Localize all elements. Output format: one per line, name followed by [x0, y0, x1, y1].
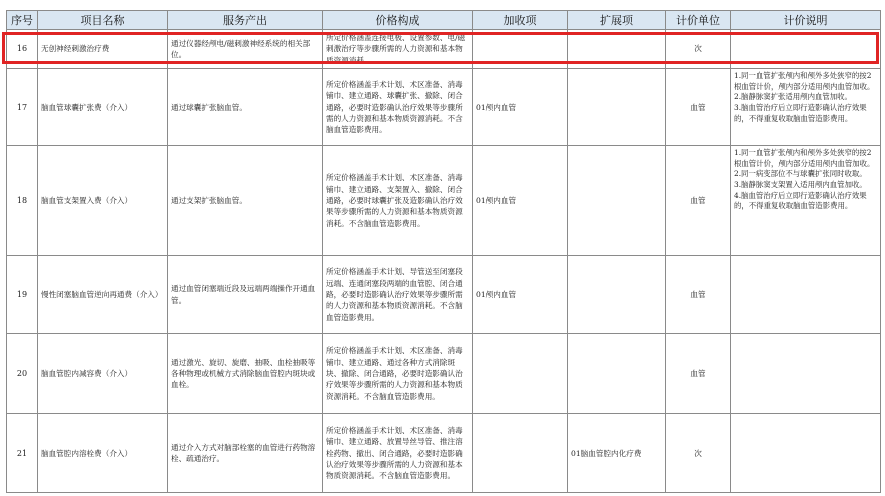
header-unit: 计价单位 — [666, 11, 731, 30]
cell-surcharge: 01颅内血管 — [473, 146, 568, 256]
cell-price: 所定价格涵盖手术计划、导管送至闭塞段远端、连通闭塞段两端的血管腔、闭合通路，必要时造影确认治疗效果等步骤所需的人力资源和基本物质资源消耗。不含脑血管造影费用。 — [323, 256, 473, 334]
table-row — [7, 256, 881, 334]
cell-price: 所定价格涵盖连接电极、设置参数、电/磁刺激治疗等步骤所需的人力资源和基本物质资源消耗。 — [323, 30, 473, 69]
cell-name: 无创神经刺激治疗费 — [38, 30, 168, 69]
header-row — [7, 11, 881, 30]
table-row — [7, 69, 881, 146]
cell-extension — [568, 256, 666, 334]
cell-surcharge — [473, 30, 568, 69]
header-output: 服务产出 — [168, 11, 323, 30]
header-name: 项目名称 — [38, 11, 168, 30]
cell-unit: 次 — [666, 414, 731, 493]
header-no: 序号 — [7, 11, 38, 30]
cell-price: 所定价格涵盖手术计划、术区准备、消毒铺巾、建立通路、放置导丝导管、推注溶栓药物、撤出、闭合通路，必要时造影确认治疗效果等步骤所需的人力资源和基本物质资源消耗。不含脑血管造影费用。 — [323, 414, 473, 493]
price-table — [6, 10, 881, 493]
cell-no: 18 — [7, 146, 38, 256]
cell-unit: 血管 — [666, 256, 731, 334]
cell-no: 16 — [7, 30, 38, 69]
cell-surcharge — [473, 334, 568, 414]
cell-surcharge: 01颅内血管 — [473, 256, 568, 334]
cell-extension: 01脑血管腔内化疗费 — [568, 414, 666, 493]
cell-name: 脑血管球囊扩张费（介入） — [38, 69, 168, 146]
cell-note — [731, 414, 881, 493]
cell-surcharge — [473, 414, 568, 493]
cell-note — [731, 30, 881, 69]
cell-name: 脑血管支架置入费（介入） — [38, 146, 168, 256]
cell-output: 通过血管闭塞端近段及远端两端操作开通血管。 — [168, 256, 323, 334]
table-row — [7, 30, 881, 69]
cell-unit: 血管 — [666, 146, 731, 256]
table-row — [7, 414, 881, 493]
cell-extension — [568, 69, 666, 146]
cell-output: 通过激光、旋切、旋磨、抽吸、血栓抽吸等各种物理或机械方式消除脑血管腔内斑块或血栓。 — [168, 334, 323, 414]
table-row — [7, 334, 881, 414]
header-price: 价格构成 — [323, 11, 473, 30]
cell-surcharge: 01颅内血管 — [473, 69, 568, 146]
cell-output: 通过球囊扩张脑血管。 — [168, 69, 323, 146]
header-note: 计价说明 — [731, 11, 881, 30]
cell-output: 通过仪器经颅电/磁刺激神经系统的相关部位。 — [168, 30, 323, 69]
cell-note: 1.同一血管扩张颅内和颅外多处狭窄的按2根血管计价，颅内部分适用颅内血管加收。 2.脑静脉窦扩张适用颅内血管加收。 3.脑血管治疗后立即行造影确认治疗效果的，不得重复收取脑血管造影费用。 — [731, 69, 881, 146]
cell-unit: 次 — [666, 30, 731, 69]
table-row — [7, 146, 881, 256]
cell-extension — [568, 30, 666, 69]
cell-no: 20 — [7, 334, 38, 414]
cell-no: 19 — [7, 256, 38, 334]
cell-unit: 血管 — [666, 69, 731, 146]
cell-note — [731, 334, 881, 414]
cell-unit: 血管 — [666, 334, 731, 414]
cell-extension — [568, 334, 666, 414]
cell-output: 通过支架扩张脑血管。 — [168, 146, 323, 256]
cell-price: 所定价格涵盖手术计划、术区准备、消毒铺巾、建立通路、支架置入、撤除、闭合通路，必要时球囊扩张及造影确认治疗效果等步骤所需的人力资源和基本物质资源消耗。不含脑血管造影费用。 — [323, 146, 473, 256]
header-surcharge: 加收项 — [473, 11, 568, 30]
cell-note — [731, 256, 881, 334]
header-extension: 扩展项 — [568, 11, 666, 30]
cell-no: 17 — [7, 69, 38, 146]
cell-note: 1.同一血管扩张颅内和颅外多处狭窄的按2根血管计价，颅内部分适用颅内血管加收。 2.同一病变部位不与球囊扩张同时收取。 3.脑静脉窦支架置入适用颅内血管加收。 4.脑血管治疗后立即行造影确认治疗效果的，不得重复收取脑血管造影费用。 — [731, 146, 881, 256]
cell-name: 脑血管腔内减容费（介入） — [38, 334, 168, 414]
cell-price: 所定价格涵盖手术计划、术区准备、消毒铺巾、建立通路、通过各种方式消除斑块、撤除、闭合通路，必要时造影确认治疗效果等步骤所需的人力资源和基本物质资源消耗。不含脑血管造影费用。 — [323, 334, 473, 414]
cell-name: 慢性闭塞脑血管逆向再通费（介入） — [38, 256, 168, 334]
cell-name: 脑血管腔内溶栓费（介入） — [38, 414, 168, 493]
cell-no: 21 — [7, 414, 38, 493]
cell-price: 所定价格涵盖手术计划、术区准备、消毒铺巾、建立通路、球囊扩张、撤除、闭合通路，必要时造影确认治疗效果等步骤所需的人力资源和基本物质资源消耗。不含脑血管造影费用。 — [323, 69, 473, 146]
cell-output: 通过介入方式对脑部栓塞的血管进行药物溶栓、疏通治疗。 — [168, 414, 323, 493]
cell-extension — [568, 146, 666, 256]
